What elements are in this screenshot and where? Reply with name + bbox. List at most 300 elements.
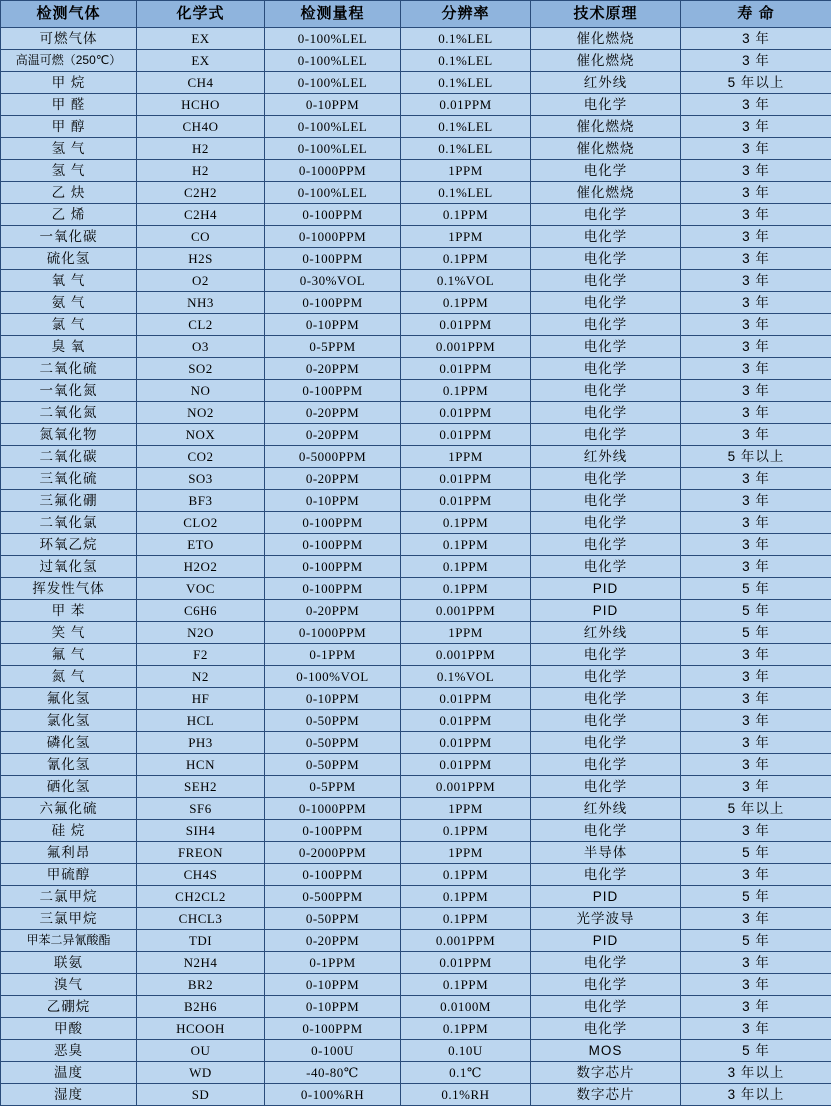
cell-resolution: 0.1PPM <box>401 204 531 226</box>
cell-lifetime: 3 年 <box>681 1018 831 1040</box>
cell-principle: 电化学 <box>531 534 681 556</box>
cell-range: 0-100%VOL <box>265 666 401 688</box>
cell-principle: 电化学 <box>531 754 681 776</box>
cell-formula: ETO <box>137 534 265 556</box>
cell-range: 0-1000PPM <box>265 160 401 182</box>
cell-gas: 氢 气 <box>1 138 137 160</box>
cell-range: 0-100PPM <box>265 820 401 842</box>
cell-gas: 氮氧化物 <box>1 424 137 446</box>
cell-principle: 电化学 <box>531 974 681 996</box>
cell-resolution: 0.01PPM <box>401 314 531 336</box>
cell-range: 0-10PPM <box>265 94 401 116</box>
cell-range: 0-20PPM <box>265 930 401 952</box>
cell-lifetime: 3 年 <box>681 226 831 248</box>
table-row <box>1 204 831 226</box>
cell-lifetime: 3 年 <box>681 204 831 226</box>
cell-range: 0-5PPM <box>265 776 401 798</box>
cell-formula: O2 <box>137 270 265 292</box>
cell-principle: 电化学 <box>531 380 681 402</box>
cell-formula: C2H2 <box>137 182 265 204</box>
cell-principle: 半导体 <box>531 842 681 864</box>
cell-resolution: 0.1PPM <box>401 292 531 314</box>
cell-formula: TDI <box>137 930 265 952</box>
cell-resolution: 0.01PPM <box>401 468 531 490</box>
cell-resolution: 0.001PPM <box>401 336 531 358</box>
cell-resolution: 0.1PPM <box>401 534 531 556</box>
cell-principle: 红外线 <box>531 798 681 820</box>
cell-gas: 过氧化氢 <box>1 556 137 578</box>
cell-formula: H2 <box>137 160 265 182</box>
cell-resolution: 1PPM <box>401 842 531 864</box>
cell-gas: 笑 气 <box>1 622 137 644</box>
table-row <box>1 864 831 886</box>
cell-range: 0-10PPM <box>265 974 401 996</box>
cell-gas: 氮 气 <box>1 666 137 688</box>
cell-lifetime: 5 年以上 <box>681 798 831 820</box>
cell-principle: 电化学 <box>531 160 681 182</box>
cell-formula: HF <box>137 688 265 710</box>
cell-lifetime: 3 年 <box>681 314 831 336</box>
table-row <box>1 182 831 204</box>
cell-gas: 甲酸 <box>1 1018 137 1040</box>
table-row <box>1 226 831 248</box>
cell-resolution: 1PPM <box>401 446 531 468</box>
cell-gas: 甲硫醇 <box>1 864 137 886</box>
table-row <box>1 908 831 930</box>
table-row <box>1 578 831 600</box>
cell-formula: SEH2 <box>137 776 265 798</box>
cell-gas: 高温可燃（250℃） <box>1 50 137 72</box>
cell-range: 0-100PPM <box>265 864 401 886</box>
cell-lifetime: 3 年 <box>681 490 831 512</box>
cell-gas: 联氨 <box>1 952 137 974</box>
cell-resolution: 0.01PPM <box>401 358 531 380</box>
column-header-formula: 化学式 <box>137 1 265 28</box>
cell-principle: 催化燃烧 <box>531 138 681 160</box>
cell-range: 0-100PPM <box>265 380 401 402</box>
cell-range: 0-50PPM <box>265 732 401 754</box>
cell-principle: PID <box>531 886 681 908</box>
table-row <box>1 534 831 556</box>
cell-lifetime: 3 年 <box>681 336 831 358</box>
cell-range: 0-100%LEL <box>265 116 401 138</box>
cell-range: 0-50PPM <box>265 754 401 776</box>
cell-gas: 硫化氢 <box>1 248 137 270</box>
cell-formula: O3 <box>137 336 265 358</box>
cell-principle: 电化学 <box>531 688 681 710</box>
cell-formula: H2O2 <box>137 556 265 578</box>
cell-resolution: 0.01PPM <box>401 754 531 776</box>
cell-formula: CH4 <box>137 72 265 94</box>
cell-lifetime: 3 年 <box>681 644 831 666</box>
cell-gas: 氟利昂 <box>1 842 137 864</box>
cell-formula: H2 <box>137 138 265 160</box>
cell-lifetime: 3 年 <box>681 820 831 842</box>
cell-lifetime: 3 年 <box>681 402 831 424</box>
cell-principle: 红外线 <box>531 72 681 94</box>
cell-lifetime: 3 年以上 <box>681 1062 831 1084</box>
cell-principle: PID <box>531 930 681 952</box>
cell-range: 0-10PPM <box>265 314 401 336</box>
cell-formula: CH4O <box>137 116 265 138</box>
cell-resolution: 0.1%VOL <box>401 270 531 292</box>
cell-resolution: 0.1%LEL <box>401 28 531 50</box>
cell-range: 0-100%LEL <box>265 50 401 72</box>
table-body <box>1 28 831 1106</box>
cell-principle: 电化学 <box>531 292 681 314</box>
cell-gas: 硒化氢 <box>1 776 137 798</box>
table-row <box>1 798 831 820</box>
cell-gas: 氰化氢 <box>1 754 137 776</box>
cell-range: 0-2000PPM <box>265 842 401 864</box>
table-row <box>1 116 831 138</box>
cell-formula: BF3 <box>137 490 265 512</box>
table-row <box>1 138 831 160</box>
table-row <box>1 974 831 996</box>
cell-formula: C6H6 <box>137 600 265 622</box>
cell-lifetime: 5 年以上 <box>681 72 831 94</box>
table-row <box>1 380 831 402</box>
cell-range: 0-10PPM <box>265 490 401 512</box>
cell-formula: N2 <box>137 666 265 688</box>
cell-range: 0-100%RH <box>265 1084 401 1106</box>
cell-formula: CLO2 <box>137 512 265 534</box>
table-row <box>1 776 831 798</box>
cell-resolution: 0.1℃ <box>401 1062 531 1084</box>
cell-lifetime: 3 年 <box>681 908 831 930</box>
cell-formula: SD <box>137 1084 265 1106</box>
table-row <box>1 1084 831 1106</box>
cell-gas: 乙 烯 <box>1 204 137 226</box>
cell-gas: 氧 气 <box>1 270 137 292</box>
column-header-gas: 检测气体 <box>1 1 137 28</box>
cell-resolution: 1PPM <box>401 798 531 820</box>
cell-principle: 催化燃烧 <box>531 28 681 50</box>
cell-principle: 光学波导 <box>531 908 681 930</box>
cell-lifetime: 3 年 <box>681 292 831 314</box>
cell-resolution: 0.1PPM <box>401 886 531 908</box>
cell-formula: NOX <box>137 424 265 446</box>
cell-range: 0-100PPM <box>265 292 401 314</box>
cell-lifetime: 3 年 <box>681 468 831 490</box>
cell-lifetime: 3 年 <box>681 556 831 578</box>
cell-lifetime: 3 年 <box>681 754 831 776</box>
cell-formula: CH4S <box>137 864 265 886</box>
cell-gas: 磷化氢 <box>1 732 137 754</box>
table-row <box>1 94 831 116</box>
cell-gas: 二氧化硫 <box>1 358 137 380</box>
cell-resolution: 0.1%LEL <box>401 138 531 160</box>
cell-formula: SF6 <box>137 798 265 820</box>
cell-lifetime: 3 年 <box>681 666 831 688</box>
cell-range: 0-100PPM <box>265 1018 401 1040</box>
column-header-range: 检测量程 <box>265 1 401 28</box>
cell-range: 0-1000PPM <box>265 226 401 248</box>
cell-gas: 二氧化氮 <box>1 402 137 424</box>
cell-principle: 电化学 <box>531 1018 681 1040</box>
cell-lifetime: 5 年 <box>681 930 831 952</box>
table-row <box>1 160 831 182</box>
cell-range: 0-100%LEL <box>265 182 401 204</box>
table-row <box>1 1018 831 1040</box>
cell-range: 0-30%VOL <box>265 270 401 292</box>
cell-gas: 二氧化碳 <box>1 446 137 468</box>
cell-gas: 三氟化硼 <box>1 490 137 512</box>
cell-resolution: 0.1PPM <box>401 908 531 930</box>
cell-lifetime: 3 年 <box>681 534 831 556</box>
cell-resolution: 0.1PPM <box>401 380 531 402</box>
cell-formula: HCN <box>137 754 265 776</box>
cell-resolution: 0.1PPM <box>401 556 531 578</box>
cell-formula: EX <box>137 28 265 50</box>
cell-resolution: 0.1PPM <box>401 1018 531 1040</box>
cell-range: 0-5PPM <box>265 336 401 358</box>
cell-principle: 数字芯片 <box>531 1084 681 1106</box>
table-row <box>1 270 831 292</box>
table-row <box>1 886 831 908</box>
cell-range: 0-100PPM <box>265 248 401 270</box>
cell-resolution: 0.001PPM <box>401 600 531 622</box>
table-row <box>1 820 831 842</box>
cell-gas: 氟化氢 <box>1 688 137 710</box>
cell-resolution: 0.10U <box>401 1040 531 1062</box>
cell-range: 0-10PPM <box>265 996 401 1018</box>
cell-formula: F2 <box>137 644 265 666</box>
cell-lifetime: 3 年 <box>681 248 831 270</box>
cell-gas: 六氟化硫 <box>1 798 137 820</box>
cell-resolution: 0.001PPM <box>401 776 531 798</box>
cell-range: 0-100%LEL <box>265 72 401 94</box>
cell-range: 0-100PPM <box>265 556 401 578</box>
table-row <box>1 446 831 468</box>
cell-gas: 温度 <box>1 1062 137 1084</box>
cell-formula: CH2CL2 <box>137 886 265 908</box>
cell-lifetime: 5 年以上 <box>681 446 831 468</box>
cell-resolution: 0.1%LEL <box>401 50 531 72</box>
cell-principle: 电化学 <box>531 732 681 754</box>
table-row <box>1 248 831 270</box>
cell-lifetime: 3 年 <box>681 688 831 710</box>
cell-principle: 电化学 <box>531 270 681 292</box>
cell-principle: PID <box>531 578 681 600</box>
cell-principle: 电化学 <box>531 864 681 886</box>
cell-resolution: 0.1PPM <box>401 512 531 534</box>
table-row <box>1 358 831 380</box>
cell-gas: 甲 醇 <box>1 116 137 138</box>
table-row <box>1 1040 831 1062</box>
cell-lifetime: 3 年 <box>681 864 831 886</box>
cell-resolution: 0.1PPM <box>401 864 531 886</box>
cell-principle: 数字芯片 <box>531 1062 681 1084</box>
cell-formula: SO2 <box>137 358 265 380</box>
cell-gas: 甲 苯 <box>1 600 137 622</box>
cell-principle: 电化学 <box>531 358 681 380</box>
header-row <box>1 1 831 28</box>
table-row <box>1 644 831 666</box>
table-row <box>1 754 831 776</box>
table-row <box>1 556 831 578</box>
cell-principle: 电化学 <box>531 820 681 842</box>
column-header-lifetime: 寿 命 <box>681 1 831 28</box>
cell-resolution: 0.01PPM <box>401 402 531 424</box>
cell-resolution: 1PPM <box>401 160 531 182</box>
cell-range: 0-50PPM <box>265 908 401 930</box>
cell-principle: 电化学 <box>531 490 681 512</box>
cell-resolution: 0.1PPM <box>401 248 531 270</box>
cell-gas: 可燃气体 <box>1 28 137 50</box>
cell-range: 0-10PPM <box>265 688 401 710</box>
cell-formula: B2H6 <box>137 996 265 1018</box>
cell-principle: MOS <box>531 1040 681 1062</box>
cell-formula: CL2 <box>137 314 265 336</box>
cell-lifetime: 3 年 <box>681 270 831 292</box>
cell-resolution: 0.01PPM <box>401 710 531 732</box>
table-row <box>1 600 831 622</box>
cell-gas: 三氧化硫 <box>1 468 137 490</box>
cell-gas: 溴气 <box>1 974 137 996</box>
cell-lifetime: 3 年 <box>681 358 831 380</box>
cell-gas: 二氯甲烷 <box>1 886 137 908</box>
cell-formula: CHCL3 <box>137 908 265 930</box>
cell-gas: 乙硼烷 <box>1 996 137 1018</box>
cell-resolution: 1PPM <box>401 622 531 644</box>
cell-principle: 电化学 <box>531 710 681 732</box>
cell-resolution: 0.01PPM <box>401 490 531 512</box>
cell-principle: 电化学 <box>531 336 681 358</box>
cell-formula: WD <box>137 1062 265 1084</box>
cell-range: 0-20PPM <box>265 402 401 424</box>
cell-range: 0-100U <box>265 1040 401 1062</box>
cell-range: 0-100PPM <box>265 578 401 600</box>
table-row <box>1 424 831 446</box>
cell-resolution: 0.1%VOL <box>401 666 531 688</box>
table-header <box>1 1 831 28</box>
cell-formula: C2H4 <box>137 204 265 226</box>
table-row <box>1 732 831 754</box>
table-row <box>1 952 831 974</box>
cell-lifetime: 5 年 <box>681 886 831 908</box>
cell-resolution: 0.01PPM <box>401 424 531 446</box>
cell-gas: 硅 烷 <box>1 820 137 842</box>
cell-resolution: 0.01PPM <box>401 688 531 710</box>
cell-formula: N2H4 <box>137 952 265 974</box>
cell-principle: 电化学 <box>531 644 681 666</box>
cell-formula: EX <box>137 50 265 72</box>
table-row <box>1 28 831 50</box>
cell-formula: NO <box>137 380 265 402</box>
cell-resolution: 0.1PPM <box>401 820 531 842</box>
cell-gas: 乙 炔 <box>1 182 137 204</box>
cell-lifetime: 3 年 <box>681 138 831 160</box>
cell-gas: 湿度 <box>1 1084 137 1106</box>
cell-resolution: 0.001PPM <box>401 644 531 666</box>
cell-principle: 电化学 <box>531 314 681 336</box>
cell-formula: HCHO <box>137 94 265 116</box>
table-row <box>1 930 831 952</box>
cell-range: 0-100%LEL <box>265 28 401 50</box>
cell-formula: HCOOH <box>137 1018 265 1040</box>
table-row <box>1 996 831 1018</box>
cell-lifetime: 5 年 <box>681 578 831 600</box>
table-row <box>1 292 831 314</box>
cell-lifetime: 3 年 <box>681 380 831 402</box>
cell-range: 0-5000PPM <box>265 446 401 468</box>
cell-resolution: 0.001PPM <box>401 930 531 952</box>
cell-resolution: 1PPM <box>401 226 531 248</box>
cell-gas: 甲苯二异氰酸酯 <box>1 930 137 952</box>
cell-formula: BR2 <box>137 974 265 996</box>
cell-formula: HCL <box>137 710 265 732</box>
cell-formula: CO <box>137 226 265 248</box>
cell-range: 0-100PPM <box>265 512 401 534</box>
cell-gas: 氯化氢 <box>1 710 137 732</box>
cell-gas: 氨 气 <box>1 292 137 314</box>
cell-resolution: 0.1%LEL <box>401 182 531 204</box>
table-row <box>1 842 831 864</box>
cell-principle: 电化学 <box>531 424 681 446</box>
column-header-principle: 技术原理 <box>531 1 681 28</box>
cell-gas: 三氯甲烷 <box>1 908 137 930</box>
cell-resolution: 0.1PPM <box>401 578 531 600</box>
cell-gas: 二氧化氯 <box>1 512 137 534</box>
cell-formula: H2S <box>137 248 265 270</box>
cell-lifetime: 3 年 <box>681 732 831 754</box>
cell-resolution: 0.0100M <box>401 996 531 1018</box>
cell-principle: PID <box>531 600 681 622</box>
cell-gas: 一氧化碳 <box>1 226 137 248</box>
cell-range: 0-20PPM <box>265 424 401 446</box>
cell-resolution: 0.1%LEL <box>401 116 531 138</box>
cell-principle: 电化学 <box>531 666 681 688</box>
table-row <box>1 402 831 424</box>
cell-formula: N2O <box>137 622 265 644</box>
cell-gas: 恶臭 <box>1 1040 137 1062</box>
table-row <box>1 72 831 94</box>
cell-resolution: 0.1%LEL <box>401 72 531 94</box>
cell-lifetime: 3 年 <box>681 974 831 996</box>
cell-lifetime: 3 年 <box>681 116 831 138</box>
cell-lifetime: 3 年 <box>681 182 831 204</box>
cell-range: -40-80℃ <box>265 1062 401 1084</box>
cell-formula: OU <box>137 1040 265 1062</box>
cell-principle: 电化学 <box>531 226 681 248</box>
cell-principle: 电化学 <box>531 204 681 226</box>
cell-range: 0-20PPM <box>265 600 401 622</box>
cell-gas: 臭 氧 <box>1 336 137 358</box>
cell-gas: 一氧化氮 <box>1 380 137 402</box>
cell-formula: SO3 <box>137 468 265 490</box>
cell-range: 0-20PPM <box>265 358 401 380</box>
cell-lifetime: 3 年 <box>681 776 831 798</box>
cell-resolution: 0.1PPM <box>401 974 531 996</box>
cell-gas: 氢 气 <box>1 160 137 182</box>
cell-range: 0-50PPM <box>265 710 401 732</box>
cell-gas: 氯 气 <box>1 314 137 336</box>
cell-principle: 电化学 <box>531 468 681 490</box>
cell-lifetime: 3 年以上 <box>681 1084 831 1106</box>
cell-lifetime: 3 年 <box>681 952 831 974</box>
cell-range: 0-100PPM <box>265 534 401 556</box>
cell-principle: 电化学 <box>531 776 681 798</box>
table-row <box>1 468 831 490</box>
cell-formula: SIH4 <box>137 820 265 842</box>
cell-lifetime: 5 年 <box>681 842 831 864</box>
table-row <box>1 512 831 534</box>
cell-gas: 甲 烷 <box>1 72 137 94</box>
cell-gas: 环氧乙烷 <box>1 534 137 556</box>
cell-range: 0-1PPM <box>265 644 401 666</box>
table-row <box>1 710 831 732</box>
